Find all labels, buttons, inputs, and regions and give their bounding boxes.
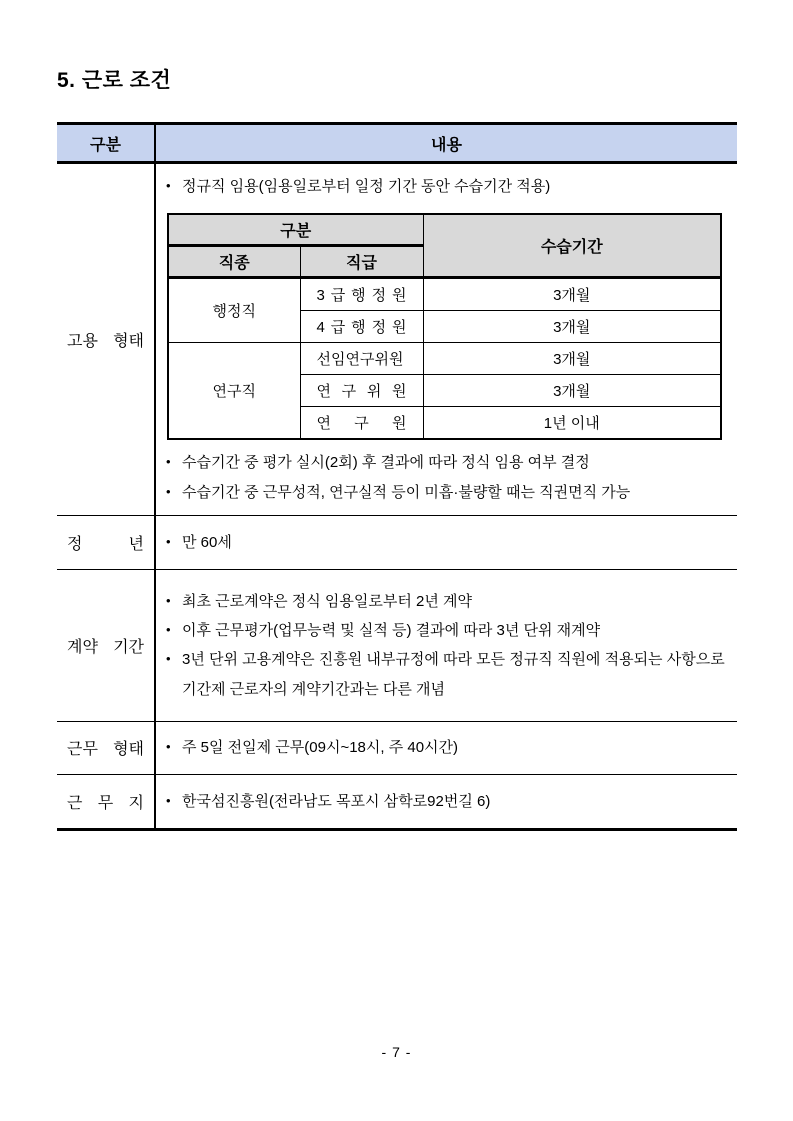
bullet-icon: • [166,651,171,667]
bullet-text: 이후 근무평가(업무능력 및 실적 등) 결과에 따라 3년 단위 재계약 [182,622,601,639]
bullet-item [166,645,727,704]
period-cell: 3개월 [423,375,721,407]
header-content: 내용 [155,124,737,163]
bullet-item [166,733,727,762]
working-conditions-table [57,122,737,831]
bullet-text: 정규직 임용(임용일로부터 일정 기간 동안 수습기간 적용) [182,178,551,195]
page-title: 5. 근로 조건 [57,69,172,92]
probation-header-row-1 [168,214,721,246]
probation-header-category: 구분 [168,214,423,246]
probation-header-period: 수습기간 [423,214,721,278]
bullet-text: 3년 단위 고용계약은 진흥원 내부규정에 따라 모든 정규직 직원에 적용되는 사항으로 기간제 근로자의 계약기간과는 다른 개념 [182,651,725,698]
row-label-employment-type: 고용 형태 [57,163,155,516]
bullet-icon: • [166,483,171,499]
job-group-admin: 행정직 [168,278,300,343]
probation-header-job-type: 직종 [168,246,300,278]
row-employment-type [57,163,737,516]
bullet-item [166,787,727,816]
period-cell: 1년 이내 [423,407,721,440]
bullet-icon: • [166,592,171,608]
employment-type-content [155,163,737,516]
bullet-text: 수습기간 중 평가 실시(2회) 후 결과에 따라 정식 임용 여부 결정 [182,454,590,472]
probation-row [168,343,721,375]
bullet-icon: • [166,454,171,470]
bullet-text: 한국섬진흥원(전라남도 목포시 삼학로92번길 6) [182,792,491,810]
bullet-text: 주 5일 전일제 근무(09시~18시, 주 40시간) [182,739,459,757]
job-grade-cell: 3 급 행 정 원 [300,278,423,311]
bullet-icon: • [166,739,171,755]
bullet-icon: • [166,533,171,549]
row-work-type [57,721,737,774]
job-grade-cell: 연 구 원 [300,407,423,440]
probation-period-table [167,213,722,440]
probation-row [168,278,721,311]
row-label-contract-period: 계약 기간 [57,569,155,721]
page-number: - 7 - [381,1044,412,1060]
bullet-item [166,478,727,507]
retirement-age-content [155,515,737,569]
job-grade-cell: 연 구 위 원 [300,375,423,407]
bullet-icon: • [166,792,171,808]
bullet-item [166,172,727,201]
bullet-icon: • [166,178,171,193]
bullet-item [166,587,727,616]
header-category: 구분 [57,124,155,163]
workplace-content [155,774,737,829]
period-cell: 3개월 [423,311,721,343]
bullet-item [166,616,727,645]
contract-period-content [155,569,737,721]
job-grade-cell: 선임연구위원 [300,343,423,375]
probation-header-job-grade: 직급 [300,246,423,278]
bullet-item [166,528,727,557]
row-label-work-type: 근무 형태 [57,721,155,774]
bullet-item [166,448,727,477]
period-cell: 3개월 [423,278,721,311]
job-group-research: 연구직 [168,343,300,440]
row-label-workplace: 근 무 지 [57,774,155,829]
row-retirement-age [57,515,737,569]
bullet-icon: • [166,622,171,637]
bullet-text: 수습기간 중 근무성적, 연구실적 등이 미흡·불량할 때는 직권면직 가능 [182,483,631,501]
bullet-text: 최초 근로계약은 정식 임용일로부터 2년 계약 [182,592,473,610]
period-cell: 3개월 [423,343,721,375]
bullet-text: 만 60세 [182,533,232,551]
job-grade-cell: 4 급 행 정 원 [300,311,423,343]
row-workplace [57,774,737,829]
table-header-row [57,124,737,163]
row-label-retirement-age: 정 년 [57,515,155,569]
work-type-content [155,721,737,774]
row-contract-period [57,569,737,721]
